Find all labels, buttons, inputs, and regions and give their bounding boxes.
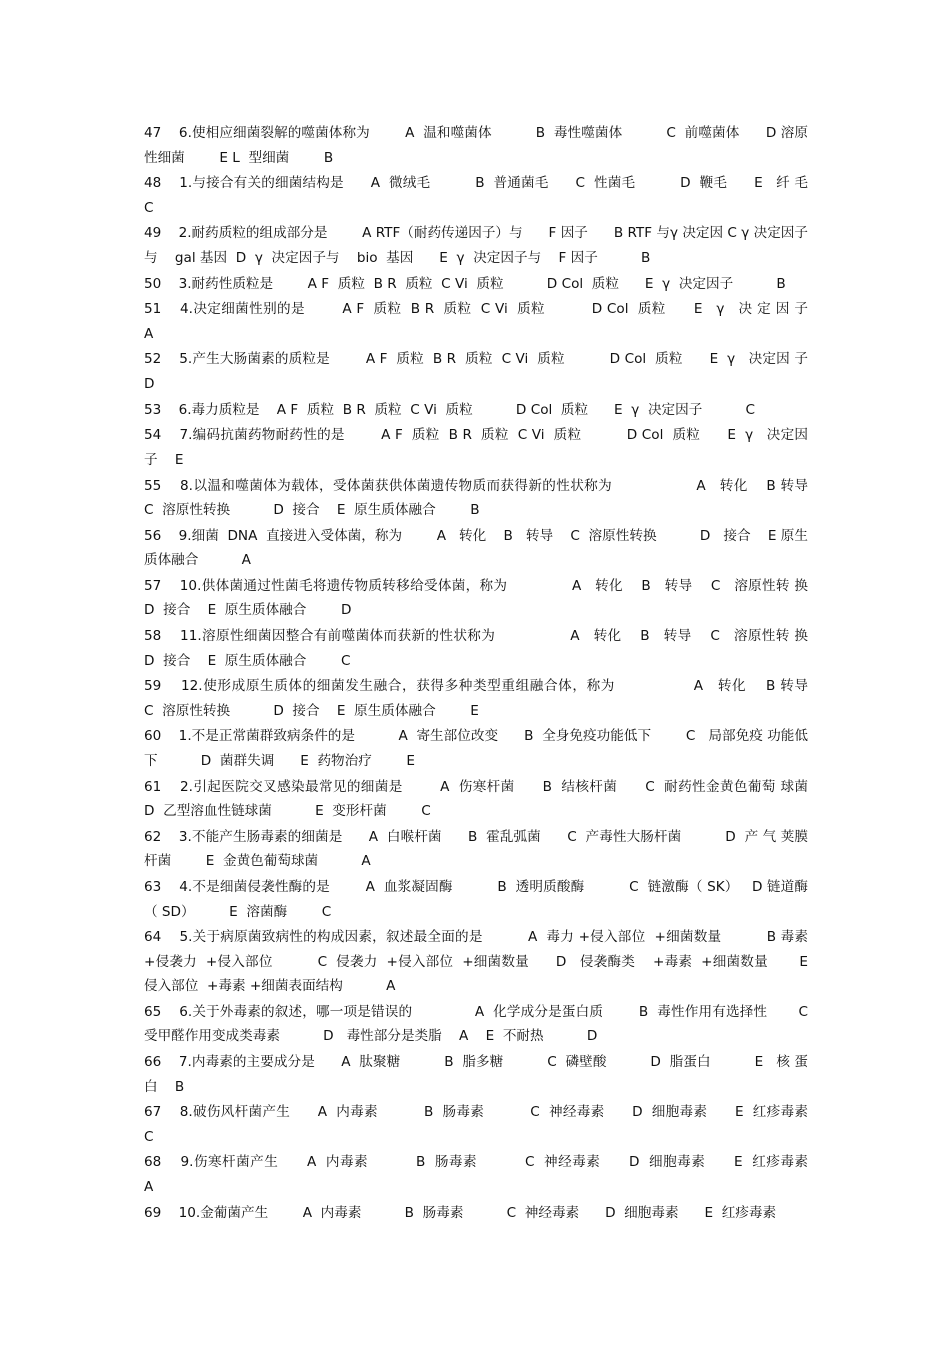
question-item: 67 8.破伤风杆菌产生 A 内毒素 B 肠毒素 C 神经毒素 D 细胞毒素 E 红疹毒素 C xyxy=(144,1104,839,1145)
question-item: 56 9.细菌 DNA 直接进入受体菌，称为 A 转化 B 转导 C 溶原性转换 D 接合 E 原生质体融合 A xyxy=(144,527,808,569)
question-item: 64 5.关于病原菌致病性的构成因素，叙述最全面的是 A 毒力 +侵入部位 +细菌数量 B 毒素 +侵袭力 +侵入部位 C 侵袭力 +侵入部位 +细菌数量 D 侵袭酶类 +毒素 +细菌数量 E 侵入部位 +毒素 +细菌表面结构 A xyxy=(144,929,817,995)
question-item: 51 4.决定细菌性别的是 A F 质粒 B R 质粒 C Vi 质粒 D Col 质粒 E γ 决 定 因 子 A xyxy=(144,301,843,342)
question-item: 53 6.毒力质粒是 A F 质粒 B R 质粒 C Vi 质粒 D Col 质粒 E γ 决定因子 C xyxy=(144,401,756,418)
question-item: 60 1.不是正常菌群致病条件的是 A 寄生部位改变 B 全身免疫功能低下 C 局部免疫 功能低下 D 菌群失调 E 药物治疗 E xyxy=(144,728,808,769)
question-item: 52 5.产生大肠菌素的质粒是 A F 质粒 B R 质粒 C Vi 质粒 D Col 质粒 E γ 决定因 子 D xyxy=(144,351,826,392)
question-item: 69 10.金葡菌产生 A 内毒素 B 肠毒素 C 神经毒素 D 细胞毒素 E 红疹毒素 xyxy=(144,1204,777,1221)
question-item: 63 4.不是细菌侵袭性酶的是 A 血浆凝固酶 B 透明质酸酶 C 链激酶（ SK） D 链道酶（ SD） E 溶菌酶 C xyxy=(144,879,808,920)
question-item: 66 7.内毒素的主要成分是 A 肽聚糖 B 脂多糖 C 磷壁酸 D 脂蛋白 E 核 蛋 白 B xyxy=(144,1054,813,1095)
question-item: 50 3.耐药性质粒是 A F 质粒 B R 质粒 C Vi 质粒 D Col 质粒 E γ 决定因子 B xyxy=(144,275,786,292)
question-item: 47 6.使相应细菌裂解的噬菌体称为 A 温和噬菌体 B 毒性噬菌体 C 前噬菌体 D 溶原性细菌 E L 型细菌 B xyxy=(144,125,808,166)
question-item: 49 2.耐药质粒的组成部分是 A RTF（耐药传递因子）与 F 因子 B RTF 与γ 决定因 C γ 决定因子与 gal 基因 D γ 决定因子与 bio 基因 E γ 决定因子与 F 因子 B xyxy=(144,225,808,266)
question-item: 57 10.供体菌通过性菌毛将遗传物质转移给受体菌，称为 A 转化 B 转导 C 溶原性转 换 D 接合 E 原生质体融合 D xyxy=(144,577,826,619)
question-item: 48 1.与接合有关的细菌结构是 A 微绒毛 B 普通菌毛 C 性菌毛 D 鞭毛 E 纤 毛 C xyxy=(144,175,843,216)
question-item: 59 12.使形成原生质体的细菌发生融合，获得多种类型重组融合体，称为 A 转化 B 转导 C 溶原性转换 D 接合 E 原生质体融合 E xyxy=(144,678,843,719)
question-item: 68 9.伤寒杆菌产生 A 内毒素 B 肠毒素 C 神经毒素 D 细胞毒素 E 红疹毒素 A xyxy=(144,1154,839,1195)
question-list xyxy=(144,121,852,1226)
question-item: 61 2.引起医院交叉感染最常见的细菌是 A 伤寒杆菌 B 结核杆菌 C 耐药性金黄色葡萄 球菌 D 乙型溶血性链球菌 E 变形杆菌 C xyxy=(144,778,852,820)
question-item: 58 11.溶原性细菌因整合有前噬菌体而获新的性状称为 A 转化 B 转导 C 溶原性转 换 D 接合 E 原生质体融合 C xyxy=(144,628,826,669)
question-item: 62 3.不能产生肠毒素的细菌是 A 白喉杆菌 B 霍乱弧菌 C 产毒性大肠杆菌 D 产 气 荚膜杆菌 E 金黄色葡萄球菌 A xyxy=(144,828,808,870)
question-item: 55 8.以温和噬菌体为载体，受体菌获供体菌遗传物质而获得新的性状称为 A 转化 B 转导 C 溶原性转换 D 接合 E 原生质体融合 B xyxy=(144,477,843,518)
question-item: 65 6.关于外毒素的叙述，哪一项是错误的 A 化学成分是蛋白质 B 毒性作用有选择性 C 受甲醛作用变成类毒素 D 毒性部分是类脂 A E 不耐热 D xyxy=(144,1003,817,1045)
question-item: 54 7.编码抗菌药物耐药性的是 A F 质粒 B R 质粒 C Vi 质粒 D Col 质粒 E γ 决定因 子 E xyxy=(144,427,813,468)
